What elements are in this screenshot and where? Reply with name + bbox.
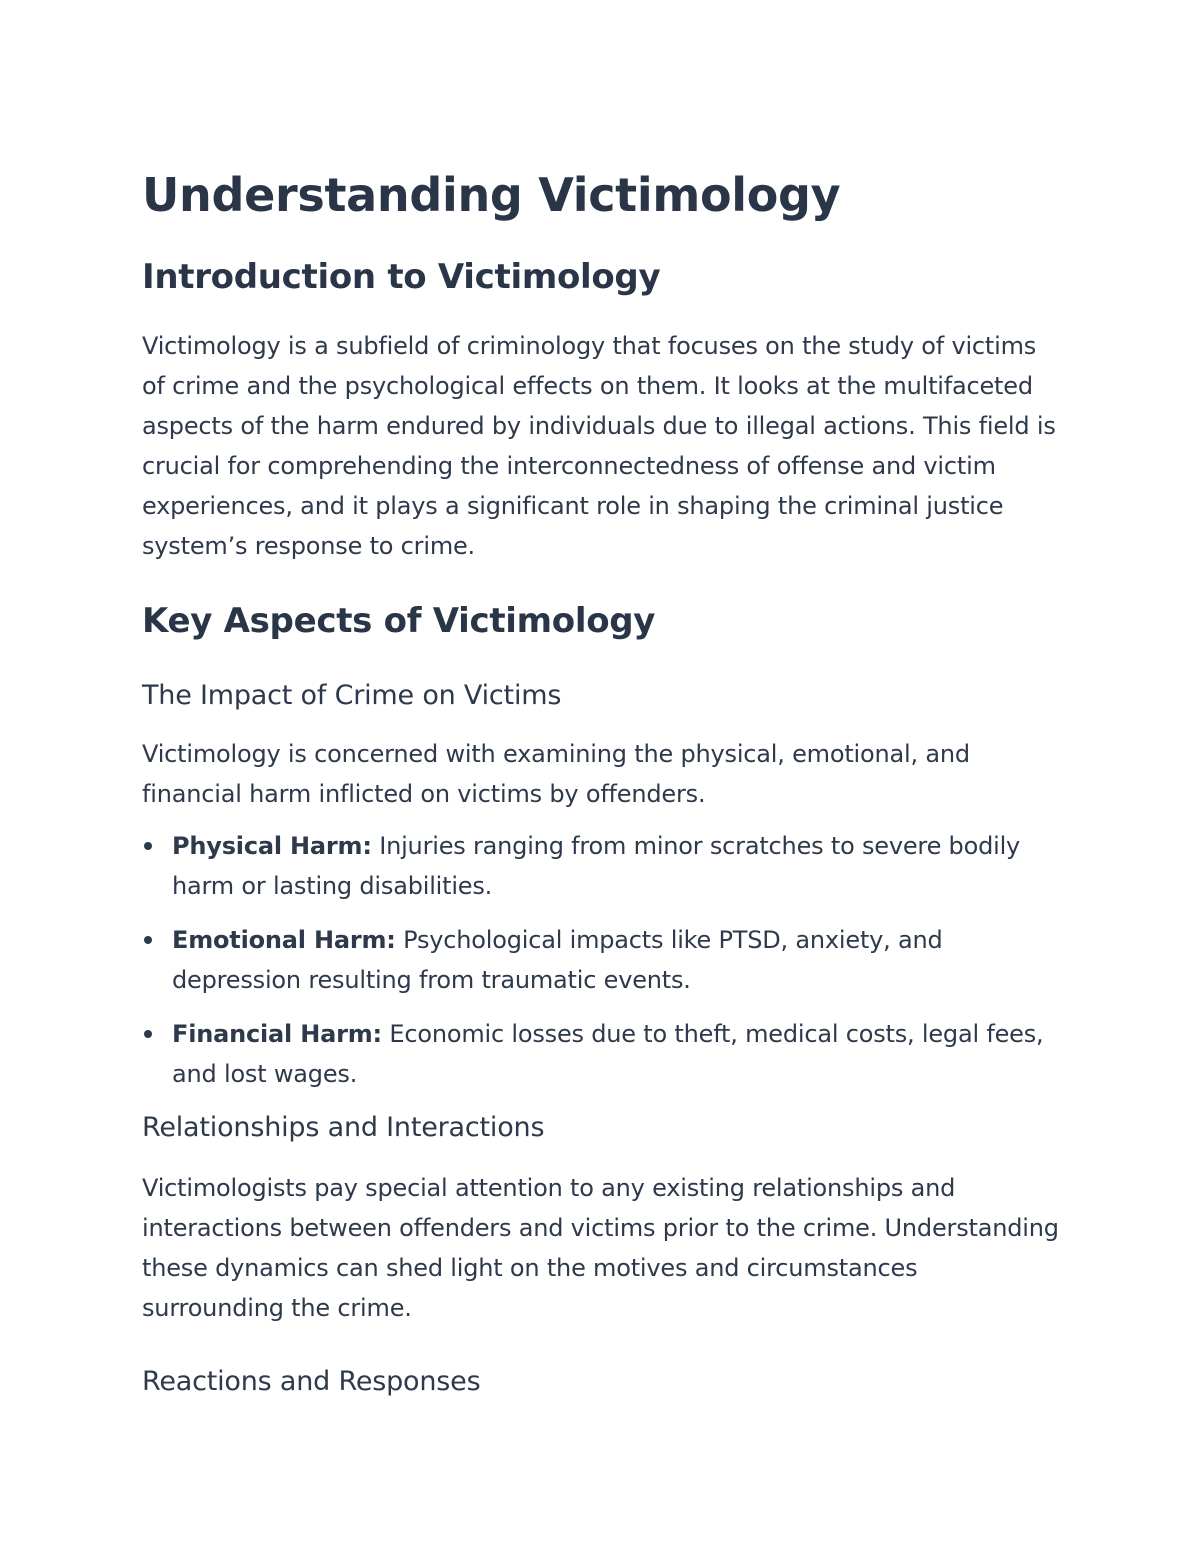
bullet-icon <box>144 842 152 850</box>
impact-paragraph: Victimology is concerned with examining the physical, emotional, and financial harm inflicted on victims by offenders. <box>142 740 970 808</box>
intro-heading: Introduction to Victimology <box>142 257 661 297</box>
harm-list <box>142 826 1062 1094</box>
harm-description: Psychological impacts like PTSD, anxiety, and depression resulting from traumatic events. <box>172 926 943 994</box>
impact-heading: The Impact of Crime on Victims <box>142 680 562 711</box>
bullet-icon <box>144 1030 152 1038</box>
key-aspects-heading: Key Aspects of Victimology <box>142 601 656 641</box>
list-item-financial-harm <box>142 1014 1062 1094</box>
bullet-icon <box>144 936 152 944</box>
harm-term: Financial Harm: <box>172 1020 382 1048</box>
harm-description: Economic losses due to theft, medical costs, legal fees, and lost wages. <box>172 1020 1044 1088</box>
relationships-heading: Relationships and Interactions <box>142 1112 545 1143</box>
document-page <box>142 160 1062 1402</box>
reactions-heading: Reactions and Responses <box>142 1366 481 1397</box>
intro-paragraph: Victimology is a subfield of criminology that focuses on the study of victims of crime and the psychological effects on them. It looks at the multifaceted aspects of the harm endured by individuals due to illegal actions. This field is crucial for comprehending the interconnectedness of offense and victim experiences, and it plays a significant role in shaping the criminal justice system’s response to crime. <box>142 332 1056 560</box>
harm-description: Injuries ranging from minor scratches to severe bodily harm or lasting disabilities. <box>172 832 1021 900</box>
list-item-physical-harm <box>142 826 1062 906</box>
relationships-paragraph: Victimologists pay special attention to any existing relationships and interactions between offenders and victims prior to the crime. Understanding these dynamics can shed light on the motives and circumstances surrounding the crime. <box>142 1174 1059 1322</box>
harm-term: Physical Harm: <box>172 832 372 860</box>
page-title: Understanding Victimology <box>142 168 841 222</box>
harm-term: Emotional Harm: <box>172 926 396 954</box>
list-item-emotional-harm <box>142 920 1062 1000</box>
